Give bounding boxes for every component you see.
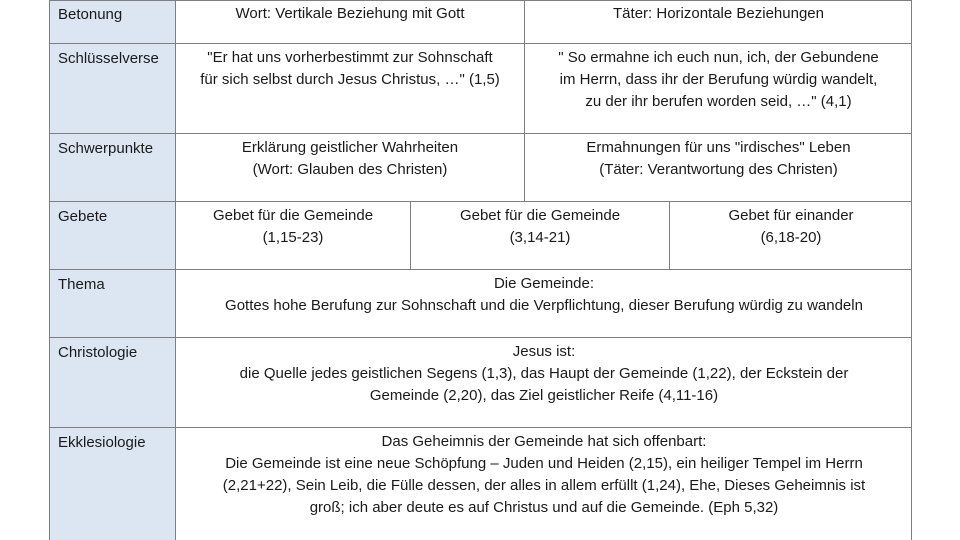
row-label: Schwerpunkte	[49, 134, 176, 201]
cell-taeter	[524, 44, 912, 133]
table-row-christologie	[49, 338, 912, 428]
table-row-schluesselverse	[49, 44, 912, 134]
cell-wort	[176, 134, 524, 201]
cell-text: Gebet für die Gemeinde	[212, 207, 374, 224]
cell-prayer-1	[176, 202, 410, 269]
cell-text: (Wort: Glauben des Christen)	[252, 161, 448, 178]
cell-text: (1,15-23)	[262, 229, 324, 246]
cell-taeter	[524, 0, 912, 43]
row-label: Thema	[49, 270, 176, 337]
table-row-gebete	[49, 202, 912, 270]
cell-text: Jesus ist:	[512, 343, 576, 360]
row-label: Ekklesiologie	[49, 428, 176, 540]
cell-text: für sich selbst durch Jesus Christus, …" (1,5)	[200, 71, 500, 88]
table-row-betonung	[49, 0, 912, 44]
cell-text: Das Geheimnis der Gemeinde hat sich offenbart:	[381, 433, 707, 450]
cell-text: " So ermahne ich euch nun, ich, der Gebundene	[558, 49, 879, 66]
ephesians-overview-table	[49, 0, 912, 540]
cell-text: groß; ich aber deute es auf Christus und auf die Gemeinde. (Eph 5,32)	[309, 499, 779, 516]
cell-text: (Täter: Verantwortung des Christen)	[599, 161, 838, 178]
cell-text: zu der ihr berufen worden seid, …" (4,1)	[585, 93, 852, 110]
row-label: Gebete	[49, 202, 176, 269]
cell-text: (3,14-21)	[509, 229, 571, 246]
cell-text: Die Gemeinde ist eine neue Schöpfung – Juden und Heiden (2,15), ein heiliger Tempel im Herrn	[225, 455, 863, 472]
cell-text: Gebet für die Gemeinde	[459, 207, 621, 224]
cell-taeter	[524, 134, 912, 201]
cell-text: (2,21+22), Sein Leib, die Fülle dessen, der alles in allem erfüllt (1,24), Ehe, Dieses Geheimnis ist	[222, 477, 866, 494]
cell-text: Die Gemeinde:	[493, 275, 595, 292]
cell-wort	[176, 0, 524, 43]
cell-prayer-3	[669, 202, 912, 269]
cell-text: die Quelle jedes geistlichen Segens (1,3), das Haupt der Gemeinde (1,22), der Eckstein der	[239, 365, 849, 382]
cell-text: im Herrn, dass ihr der Berufung würdig wandelt,	[559, 71, 878, 88]
cell-wort	[176, 44, 524, 133]
cell-content	[176, 428, 912, 540]
cell-content	[176, 270, 912, 337]
cell-text: Täter: Horizontale Beziehungen	[613, 5, 824, 22]
row-label: Christologie	[49, 338, 176, 427]
cell-prayer-2	[410, 202, 669, 269]
cell-text: Gottes hohe Berufung zur Sohnschaft und die Verpflichtung, dieser Berufung würdig zu wandeln	[225, 297, 863, 314]
cell-text: Ermahnungen für uns "irdisches" Leben	[586, 139, 851, 156]
table-row-thema	[49, 270, 912, 338]
cell-text: Erklärung geistlicher Wahrheiten	[241, 139, 459, 156]
cell-text: Gemeinde (2,20), das Ziel geistlicher Reife (4,11-16)	[369, 387, 719, 404]
row-label: Schlüsselverse	[49, 44, 176, 133]
row-label: Betonung	[49, 0, 176, 43]
cell-text: Wort: Vertikale Beziehung mit Gott	[235, 5, 465, 22]
cell-text: "Er hat uns vorherbestimmt zur Sohnschaft	[207, 49, 493, 66]
table-row-schwerpunkte	[49, 134, 912, 202]
cell-text: (6,18-20)	[760, 229, 822, 246]
cell-text: Gebet für einander	[728, 207, 854, 224]
cell-content	[176, 338, 912, 427]
table-row-ekklesiologie	[49, 428, 912, 540]
